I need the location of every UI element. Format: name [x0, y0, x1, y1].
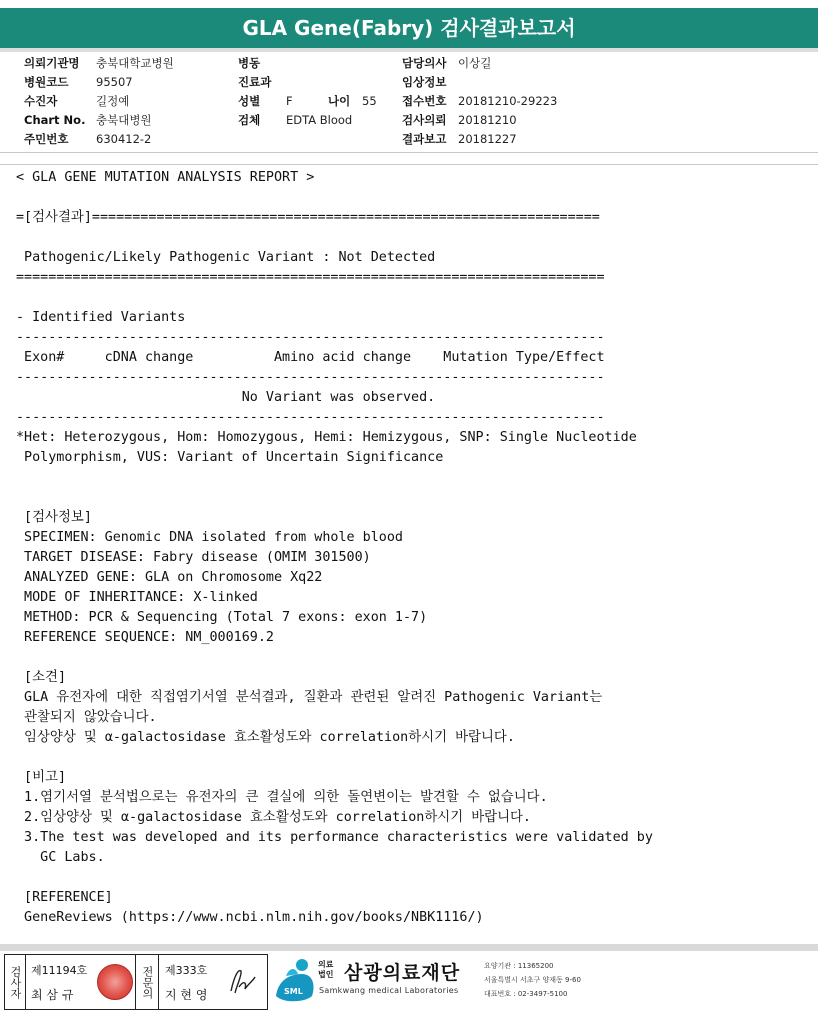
meta-value: 630412-2 [96, 132, 152, 146]
report-line: 관찰되지 않았습니다. [16, 710, 157, 725]
report-line: REFERENCE SEQUENCE: NM_000169.2 [16, 630, 274, 645]
report-line: 3.The test was developed and its performance characteristics were validated by [16, 830, 653, 845]
meta-label: 담당의사 [402, 56, 447, 70]
doctor-label: 전문의 [136, 955, 159, 1009]
org-info-address: 서울특별시 서초구 양재동 9-60 [484, 976, 581, 984]
report-line: ------------------------------------------------------------------------- [16, 330, 605, 345]
report-line [16, 468, 816, 488]
report-line: GLA 유전자에 대한 직접염기서열 분석결과, 질환과 관련된 알려진 Pathogenic Variant는 [16, 690, 603, 705]
doctor-cell [159, 955, 267, 1009]
logo-text: SML [284, 987, 303, 996]
report-line [16, 288, 816, 308]
report-line: 1.염기서열 분석법으로는 유전자의 큰 결실에 의한 돌연변이는 발견할 수 없습니다. [16, 790, 548, 805]
report-line: Exon# cDNA change Amino acid change Mutation Type/Effect [16, 350, 605, 365]
report-line [16, 868, 816, 888]
org-prefix [318, 960, 333, 980]
org-prefix-2: 법인 [318, 970, 334, 979]
report-line [16, 648, 816, 668]
report-line: METHOD: PCR & Sequencing (Total 7 exons: exon 1-7) [16, 610, 428, 625]
header-divider-top [0, 152, 818, 153]
org-info-code: 요양기관 : 11365200 [484, 962, 554, 970]
meta-label: 검사의뢰 [402, 113, 447, 127]
meta-label: 나이 [328, 94, 351, 108]
meta-label: 결과보고 [402, 132, 447, 146]
meta-label: 임상정보 [402, 75, 447, 89]
report-line: [비고] [16, 770, 67, 785]
report-line: *Het: Heterozygous, Hom: Homozygous, Hemi: Hemizygous, SNP: Single Nucleotide [16, 430, 637, 445]
meta-label: 병동 [238, 56, 261, 70]
report-line: TARGET DISEASE: Fabry disease (OMIM 301500) [16, 550, 371, 565]
org-info-phone: 대표번호 : 02-3497-5100 [484, 990, 568, 998]
report-line: MODE OF INHERITANCE: X-linked [16, 590, 258, 605]
report-line [16, 488, 816, 508]
inspector-cell [25, 955, 136, 1009]
meta-value: 이상길 [458, 56, 492, 70]
doctor-name: 지 현 영 [165, 988, 208, 1002]
meta-value: 충북대학교병원 [96, 56, 174, 70]
meta-value: 95507 [96, 75, 133, 89]
report-line: ------------------------------------------------------------------------- [16, 370, 605, 385]
report-line: =[검사결과]=============================================================== [16, 210, 600, 225]
seal-stamp-icon [97, 964, 133, 1000]
report-line: No Variant was observed. [16, 390, 436, 405]
meta-label: 성별 [238, 94, 261, 108]
report-title: GLA Gene(Fabry) 검사결과보고서 [0, 8, 818, 48]
inspector-license: 제11194호 [31, 964, 88, 977]
meta-value: 충북대병원 [96, 113, 152, 127]
report-body [16, 168, 816, 928]
report-line: [검사정보] [16, 510, 92, 525]
report-line: ANALYZED GENE: GLA on Chromosome Xq22 [16, 570, 323, 585]
report-line: Polymorphism, VUS: Variant of Uncertain Significance [16, 450, 444, 465]
meta-label: 접수번호 [402, 94, 447, 108]
report-line: < GLA GENE MUTATION ANALYSIS REPORT > [16, 170, 315, 185]
report-line: GC Labs. [16, 850, 105, 865]
org-english-name: Samkwang medical Laboratories [319, 986, 459, 995]
meta-column-2 [238, 54, 377, 130]
inspector-name: 최 삼 규 [31, 988, 74, 1002]
report-line: Pathogenic/Likely Pathogenic Variant : Not Detected [16, 250, 436, 265]
meta-value: 20181227 [458, 132, 517, 146]
meta-column-1 [24, 54, 174, 149]
meta-label: Chart No. [24, 113, 86, 127]
meta-label: 수진자 [24, 94, 58, 108]
report-line: GeneReviews (https://www.ncbi.nlm.nih.gov/books/NBK1116/) [16, 910, 484, 925]
meta-label: 의뢰기관명 [24, 56, 80, 70]
meta-label: 진료과 [238, 75, 272, 89]
doctor-license: 제333호 [165, 964, 208, 977]
meta-value: F [286, 94, 293, 108]
meta-value: 20181210 [458, 113, 517, 127]
meta-label: 주민번호 [24, 132, 69, 146]
signature-icon [225, 963, 261, 999]
report-line: SPECIMEN: Genomic DNA isolated from whole blood [16, 530, 403, 545]
header-divider-bottom [0, 164, 818, 165]
report-line: [REFERENCE] [16, 890, 113, 905]
title-divider [0, 48, 818, 52]
meta-value: 20181210-29223 [458, 94, 558, 108]
meta-label: 병원코드 [24, 75, 69, 89]
signature-box [4, 954, 268, 1010]
report-line [16, 228, 816, 248]
meta-label: 검체 [238, 113, 261, 127]
org-info [484, 959, 581, 1001]
org-prefix-1: 의료 [318, 960, 334, 969]
report-line [16, 748, 816, 768]
org-name: 삼광의료재단 [344, 962, 461, 984]
meta-value: EDTA Blood [286, 113, 353, 127]
report-line: - Identified Variants [16, 310, 186, 325]
report-line: ========================================================================= [16, 270, 605, 285]
sml-logo-icon [272, 956, 318, 1004]
report-line: 2.임상양상 및 α-galactosidase 효소활성도와 correlation하시기 바랍니다. [16, 810, 531, 825]
report-line: [소견] [16, 670, 67, 685]
report-line [16, 188, 816, 208]
meta-value: 55 [362, 94, 377, 108]
inspector-label: 검사자 [5, 955, 26, 1009]
report-line: ------------------------------------------------------------------------- [16, 410, 605, 425]
meta-value: 길정예 [96, 94, 130, 108]
report-line: 임상양상 및 α-galactosidase 효소활성도와 correlation하시기 바랍니다. [16, 730, 515, 745]
meta-column-3 [402, 54, 557, 149]
